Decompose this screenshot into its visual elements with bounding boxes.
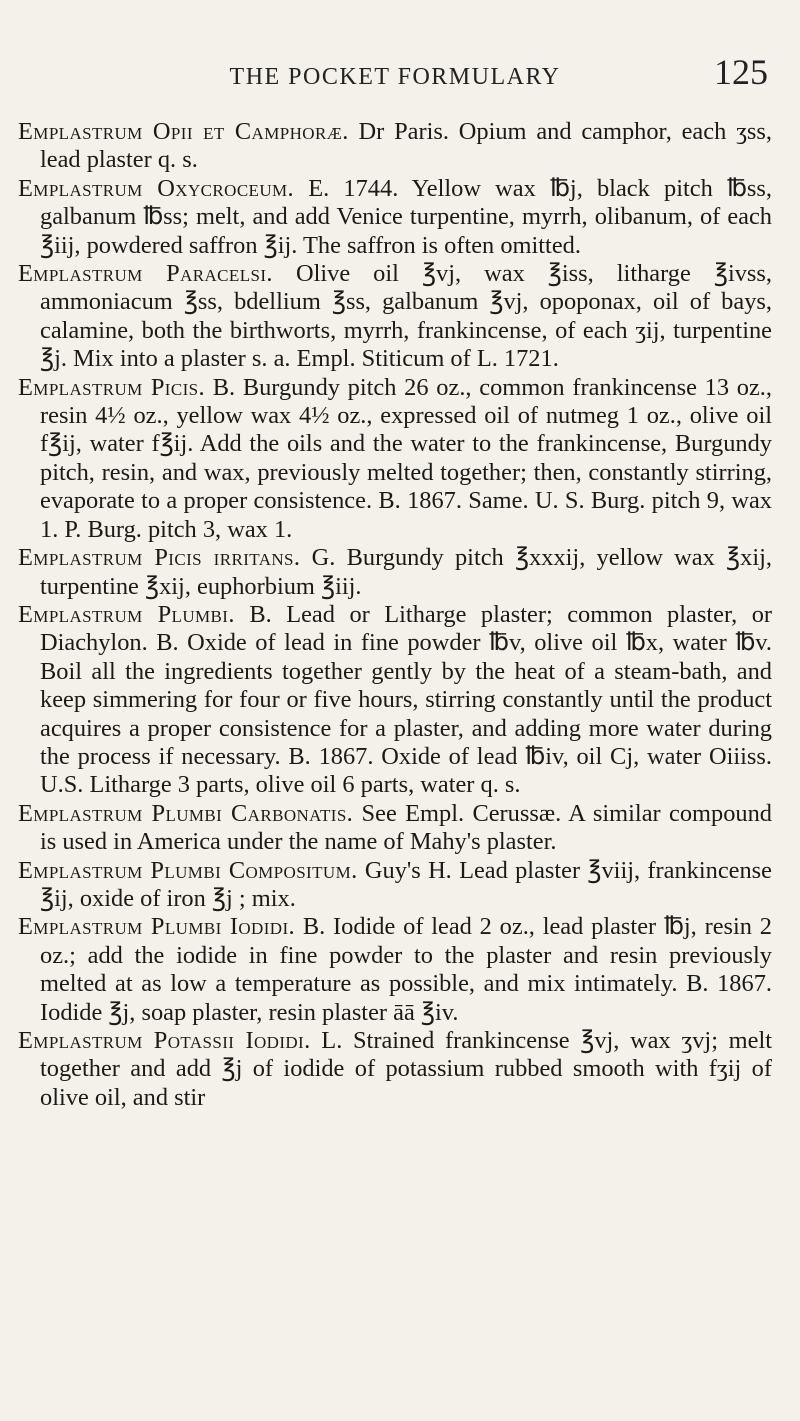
entry-emplastrum-picis bbox=[18, 374, 772, 544]
entry-text: B. Iodide of lead 2 oz., lead plaster ℔j, resin 2 oz.; add the iodide in fine powder to the plaster and resin previously melted at as low a temperature as possible, and mix intimately. B. 1867. Iodide ℥j, soap plaster, resin plaster āā ℥iv. bbox=[40, 913, 772, 1026]
running-title: THE POCKET FORMULARY bbox=[229, 64, 561, 90]
entry-heading: Emplastrum Opii et Camphoræ. bbox=[18, 118, 349, 145]
entry-heading: Emplastrum Plumbi Iodidi. bbox=[18, 913, 296, 941]
entry-text: Dr Paris. Opium and camphor, each ʒss, lead plaster q. s. bbox=[40, 118, 772, 174]
entry-text: Olive oil ℥vj, wax ℥iss, litharge ℥ivss, ammoniacum ℥ss, bdellium ℥ss, galbanum ℥vj, opoponax, oil of bays, calamine, both the birthworts, myrrh, frankincense, of each ʒij, turpentine ℥j. Mix into a plaster s. a. Empl. Stiticum of L. 1721. bbox=[40, 260, 772, 373]
entry-heading: Emplastrum Picis. bbox=[18, 373, 206, 401]
entry-emplastrum-plumbi-iodidi bbox=[18, 913, 772, 1027]
entry-text: Guy's H. Lead plaster ℥viij, frankincense ℥ij, oxide of iron ℥j ; mix. bbox=[40, 856, 772, 912]
entry-text: B. Lead or Litharge plaster; common plaster, or Diachylon. B. Oxide of lead in fine powder ℔v, olive oil ℔x, water ℔v. Boil all the ingredients together gently by the heat of a steam-bath, and keep simmering for four or five hours, stirring constantly until the product acquires a proper consistence for a plaster, and adding more water during the process if necessary. B. 1867. Oxide of lead ℔iv, oil Cj, water Oiiiss. U.S. Litharge 3 parts, olive oil 6 parts, water q. s. bbox=[40, 600, 773, 799]
running-head bbox=[18, 0, 772, 96]
entry-emplastrum-oxycroceum bbox=[18, 175, 772, 260]
entry-emplastrum-plumbi-carbonatis bbox=[18, 800, 772, 857]
entry-emplastrum-picis-irritans bbox=[18, 544, 772, 601]
entry-heading: Emplastrum Plumbi. bbox=[18, 600, 235, 628]
entry-heading: Emplastrum Plumbi Carbonatis. bbox=[18, 799, 354, 827]
entry-text: See Empl. Cerussæ. A similar compound is used in America under the name of Mahy's plaster. bbox=[40, 799, 772, 856]
entry-emplastrum-paracelsi bbox=[18, 260, 772, 374]
entry-heading: Emplastrum Plumbi Compositum. bbox=[18, 856, 358, 884]
entry-text: B. Burgundy pitch 26 oz., common frankincense 13 oz., resin 4½ oz., yellow wax 4½ oz., expressed oil of nutmeg 1 oz., olive oil f℥ij, water f℥ij. Add the oils and the water to the frankincense, Burgundy pitch, resin, and wax, previously melted together; then, constantly stirring, evaporate to a proper consistence. B. 1867. Same. U. S. Burg. pitch 9, wax 1. P. Burg. pitch 3, wax 1. bbox=[40, 373, 772, 543]
entry-emplastrum-potassii-iodidi bbox=[18, 1027, 772, 1112]
entry-text: L. Strained frankincense ℥vj, wax ʒvj; melt together and add ℥j of iodide of potassium rubbed smooth with fʒij of olive oil, and stir bbox=[40, 1027, 772, 1111]
entry-text: E. 1744. Yellow wax ℔j, black pitch ℔ss, galbanum ℔ss; melt, and add Venice turpentine, myrrh, olibanum, of each ℥iij, powdered saffron ℥ij. The saffron is often omitted. bbox=[40, 174, 772, 259]
entry-heading: Emplastrum Picis irritans. bbox=[18, 544, 301, 572]
entry-heading: Emplastrum Oxycroceum. bbox=[18, 174, 295, 202]
entry-heading: Emplastrum Paracelsi. bbox=[18, 260, 273, 288]
entry-emplastrum-plumbi bbox=[18, 601, 772, 800]
entry-heading: Emplastrum Potassii Iodidi. bbox=[18, 1027, 311, 1054]
entry-emplastrum-opii bbox=[18, 118, 772, 175]
entry-text: G. Burgundy pitch ℥xxxij, yellow wax ℥xij, turpentine ℥xij, euphorbium ℥iij. bbox=[40, 544, 772, 600]
entry-emplastrum-plumbi-compositum bbox=[18, 857, 772, 914]
formulary-entries bbox=[18, 118, 772, 1112]
page-number: 125 bbox=[714, 52, 768, 92]
